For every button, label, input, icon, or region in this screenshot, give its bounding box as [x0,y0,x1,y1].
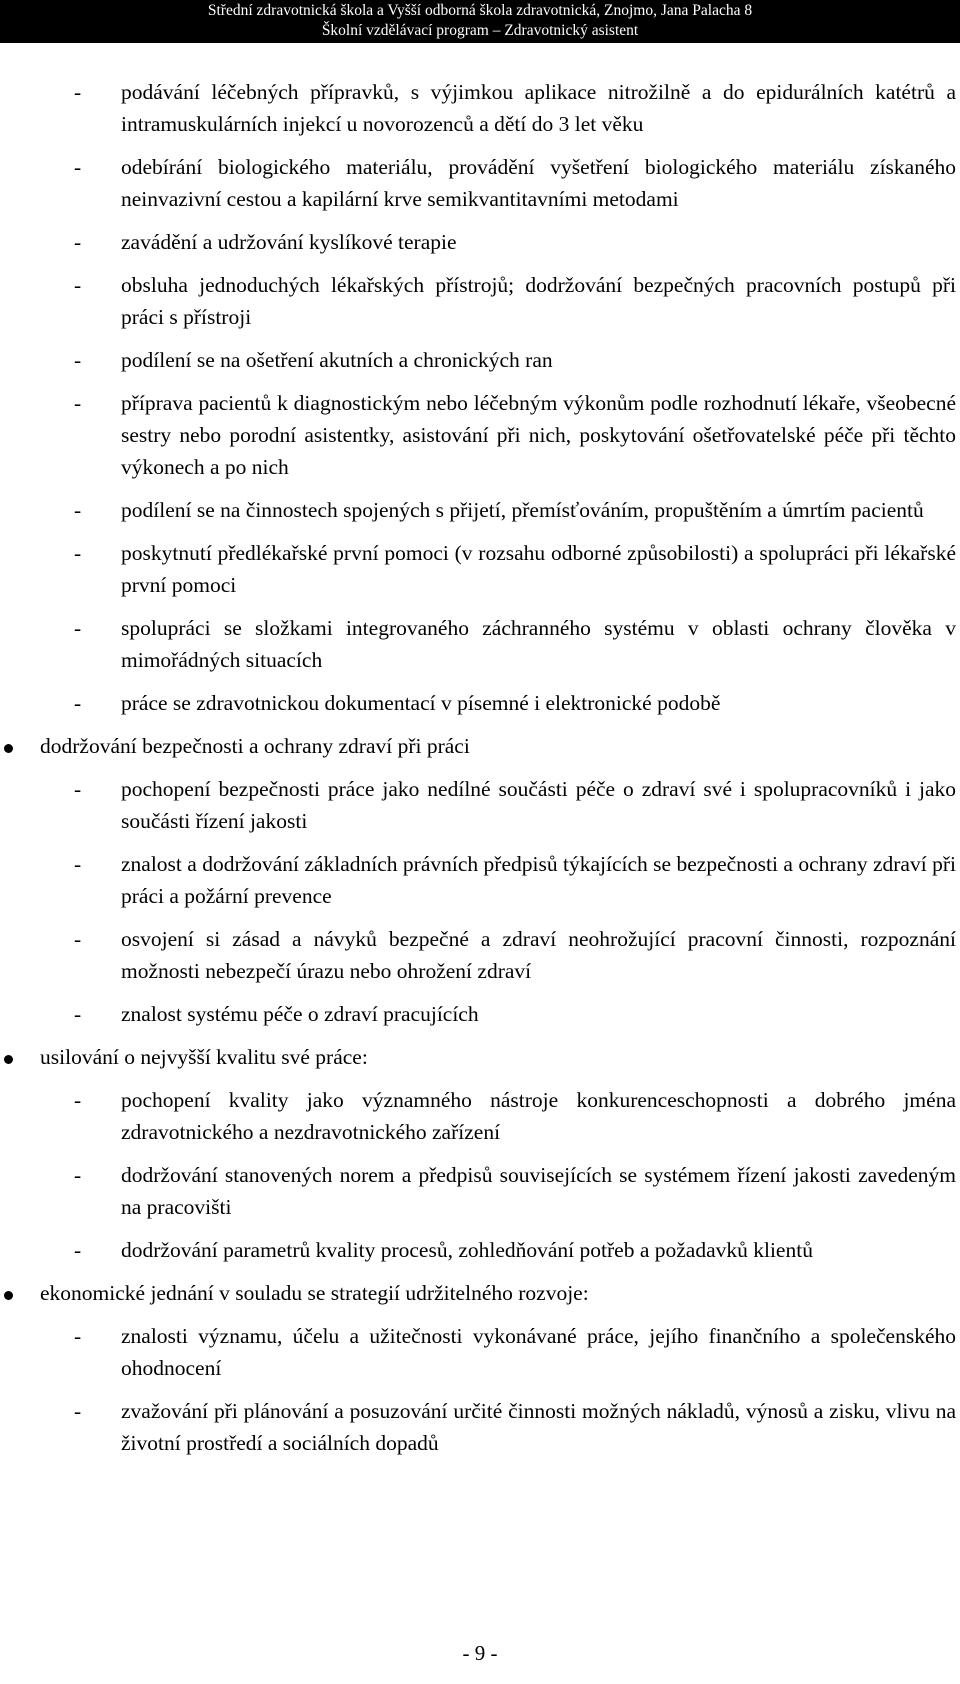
page-header [0,0,960,43]
section-heading [0,730,960,762]
dash-marker: - [74,777,82,801]
dash-marker: - [74,1324,82,1348]
dash-marker: - [74,616,82,640]
dash-marker: - [74,541,82,565]
dash-marker: - [74,852,82,876]
dash-marker: - [74,1163,82,1187]
list-item-text: spolupráci se složkami integrovaného záchranného systému v oblasti ochrany člověka v mimořádných situacích [121,616,956,672]
list-item [0,1395,960,1459]
list-item-text: pochopení bezpečnosti práce jako nedílné součásti péče o zdraví své i spolupracovníků i jako součásti řízení jakosti [121,777,956,833]
list-item [0,848,960,912]
list-item [0,151,960,215]
list-item-text: podílení se na činnostech spojených s přijetí, přemísťováním, propuštěním a úmrtím pacientů [121,498,924,522]
list-item-text: příprava pacientů k diagnostickým nebo léčebným výkonům podle rozhodnutí lékaře, všeobecné sestry nebo porodní asistentky, asistování při nich, poskytování ošetřovatelské péče při těchto výkonech a po nich [121,391,956,479]
page-number: - 9 - [462,1641,498,1665]
list-item [0,773,960,837]
list-item [0,387,960,483]
list-item-text: zavádění a udržování kyslíkové terapie [121,230,457,254]
list-item [0,344,960,376]
list-item-text: dodržování parametrů kvality procesů, zohledňování potřeb a požadavků klientů [121,1238,813,1262]
section-heading-text: ekonomické jednání v souladu se strategií udržitelného rozvoje: [40,1281,589,1305]
list-item [0,998,960,1030]
list-item-text: odebírání biologického materiálu, provádění vyšetření biologického materiálu získaného neinvazivní cestou a kapilární krve semikvantitavními metodami [121,155,956,211]
section-heading [0,1277,960,1309]
list-item-text: znalost systému péče o zdraví pracujících [121,1002,479,1026]
dash-marker: - [74,1399,82,1423]
dash-marker: - [74,927,82,951]
dash-marker: - [74,1238,82,1262]
list-item [0,76,960,140]
dash-marker: - [74,80,82,104]
list-item-text: podílení se na ošetření akutních a chronických ran [121,348,553,372]
list-item [0,1084,960,1148]
dash-marker: - [74,273,82,297]
dash-marker: - [74,691,82,715]
list-item [0,1320,960,1384]
list-item-text: práce se zdravotnickou dokumentací v písemné i elektronické podobě [121,691,721,715]
section-heading [0,1041,960,1073]
list-item-text: znalosti významu, účelu a užitečnosti vykonávané práce, jejího finančního a společenského ohodnocení [121,1324,956,1380]
section-heading-text: usilování o nejvyšší kvalitu své práce: [40,1045,368,1069]
list-item-text: znalost a dodržování základních právních předpisů týkajících se bezpečnosti a ochrany zdraví při práci a požární prevence [121,852,956,908]
bullet-icon [4,1055,13,1064]
header-school-name: Střední zdravotnická škola a Vyšší odborná škola zdravotnická, Znojmo, Jana Palacha 8 [207,2,753,19]
list-item-text: podávání léčebných přípravků, s výjimkou aplikace nitrožilně a do epidurálních katétrů a intramuskulárních injekcí u novorozenců a dětí do 3 let věku [121,80,956,136]
dash-marker: - [74,1088,82,1112]
list-item [0,494,960,526]
list-item [0,687,960,719]
section-heading-text: dodržování bezpečnosti a ochrany zdraví při práci [40,734,470,758]
list-item [0,923,960,987]
dash-marker: - [74,498,82,522]
list-item [0,226,960,258]
bullet-icon [4,1291,13,1300]
dash-marker: - [74,391,82,415]
list-item [0,537,960,601]
list-item-text: zvažování při plánování a posuzování určité činnosti možných nákladů, výnosů a zisku, vlivu na životní prostředí a sociálních dopadů [121,1399,956,1455]
dash-marker: - [74,348,82,372]
list-item-text: poskytnutí předlékařské první pomoci (v rozsahu odborné způsobilosti) a spolupráci při lékařské první pomoci [121,541,956,597]
header-program-name: Školní vzdělávací program – Zdravotnický asistent [321,22,639,39]
dash-marker: - [74,155,82,179]
list-item-text: dodržování stanovených norem a předpisů souvisejících se systémem řízení jakosti zavedeným na pracovišti [121,1163,956,1219]
dash-marker: - [74,1002,82,1026]
list-item [0,1159,960,1223]
document-body [0,76,960,1470]
bullet-icon [4,744,13,753]
list-item-text: osvojení si zásad a návyků bezpečné a zdraví neohrožující pracovní činnosti, rozpoznání možnosti nebezpečí úrazu nebo ohrožení zdraví [121,927,956,983]
list-item [0,612,960,676]
list-item-text: obsluha jednoduchých lékařských přístrojů; dodržování bezpečných pracovních postupů při práci s přístroji [121,273,956,329]
list-item [0,1234,960,1266]
dash-marker: - [74,230,82,254]
list-item-text: pochopení kvality jako významného nástroje konkurenceschopnosti a dobrého jména zdravotnického a nezdravotnického zařízení [121,1088,956,1144]
list-item [0,269,960,333]
